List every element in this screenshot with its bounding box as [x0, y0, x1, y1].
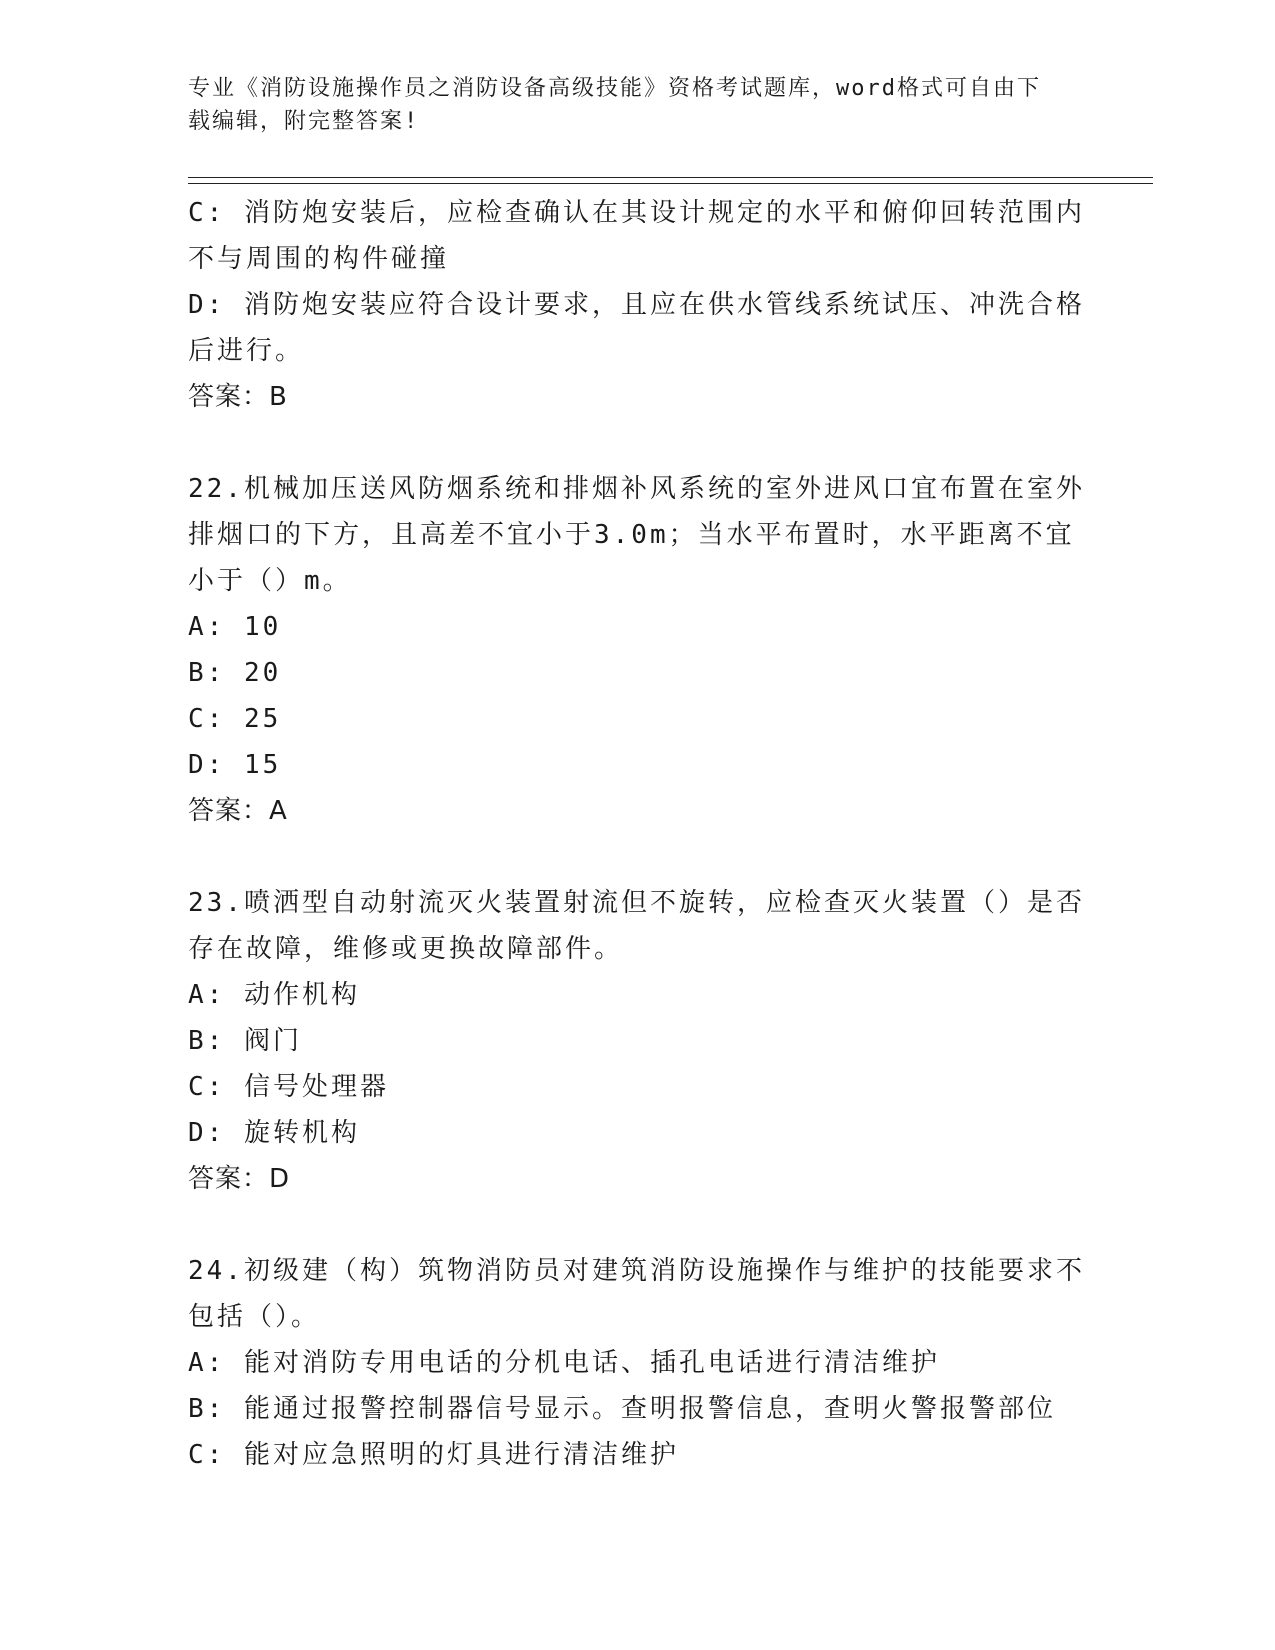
- question-stem-line: 存在故障，维修或更换故障部件。: [188, 934, 624, 964]
- option-c: C: 能对应急照明的灯具进行清洁维护: [188, 1440, 679, 1470]
- header-line-2: 载编辑，附完整答案!: [188, 109, 420, 134]
- question-stem-line: 排烟口的下方，且高差不宜小于3.0m；当水平布置时，水平距离不宜: [188, 520, 1075, 550]
- option-c: C: 25: [188, 704, 282, 734]
- header-line-1: 专业《消防设施操作员之消防设备高级技能》资格考试题库，word格式可自由下: [188, 76, 1041, 101]
- answer-line: 答案：A: [188, 796, 288, 826]
- document-header: [188, 72, 1068, 138]
- option-b: B: 阀门: [188, 1026, 302, 1056]
- question-stem-line: 小于（）m。: [188, 566, 352, 596]
- option-a: A: 动作机构: [188, 980, 360, 1010]
- option-c: C: 信号处理器: [188, 1072, 389, 1102]
- option-c-line-2: 不与周围的构件碰撞: [188, 244, 450, 274]
- question-22: [188, 466, 1085, 834]
- option-d: D: 15: [188, 750, 282, 780]
- option-c-line-1: C: 消防炮安装后，应检查确认在其设计规定的水平和俯仰回转范围内: [188, 198, 1085, 228]
- question-stem-line: 23.喷洒型自动射流灭火装置射流但不旋转，应检查灭火装置（）是否: [188, 888, 1085, 918]
- prev-question: [188, 190, 1085, 420]
- question-stem-line: 22.机械加压送风防烟系统和排烟补风系统的室外进风口宜布置在室外: [188, 474, 1085, 504]
- answer-line: 答案：D: [188, 1164, 291, 1194]
- option-b: B: 20: [188, 658, 282, 688]
- question-stem-line: 包括（）。: [188, 1302, 321, 1332]
- question-23: [188, 880, 1085, 1202]
- spacer: [188, 420, 1078, 466]
- option-d-line-1: D: 消防炮安装应符合设计要求，且应在供水管线系统试压、冲洗合格: [188, 290, 1085, 320]
- spacer: [188, 834, 1078, 880]
- option-a: A: 10: [188, 612, 282, 642]
- option-a: A: 能对消防专用电话的分机电话、插孔电话进行清洁维护: [188, 1348, 940, 1378]
- header-divider-top: [188, 177, 1153, 178]
- answer-line: 答案：B: [188, 382, 288, 412]
- spacer: [188, 1202, 1078, 1248]
- question-stem-line: 24.初级建（构）筑物消防员对建筑消防设施操作与维护的技能要求不: [188, 1256, 1085, 1286]
- question-content: [188, 190, 1085, 1478]
- header-divider-bottom: [188, 183, 1153, 184]
- option-d: D: 旋转机构: [188, 1118, 360, 1148]
- question-24: [188, 1248, 1085, 1478]
- option-b: B: 能通过报警控制器信号显示。查明报警信息，查明火警报警部位: [188, 1394, 1056, 1424]
- option-d-line-2: 后进行。: [188, 336, 305, 366]
